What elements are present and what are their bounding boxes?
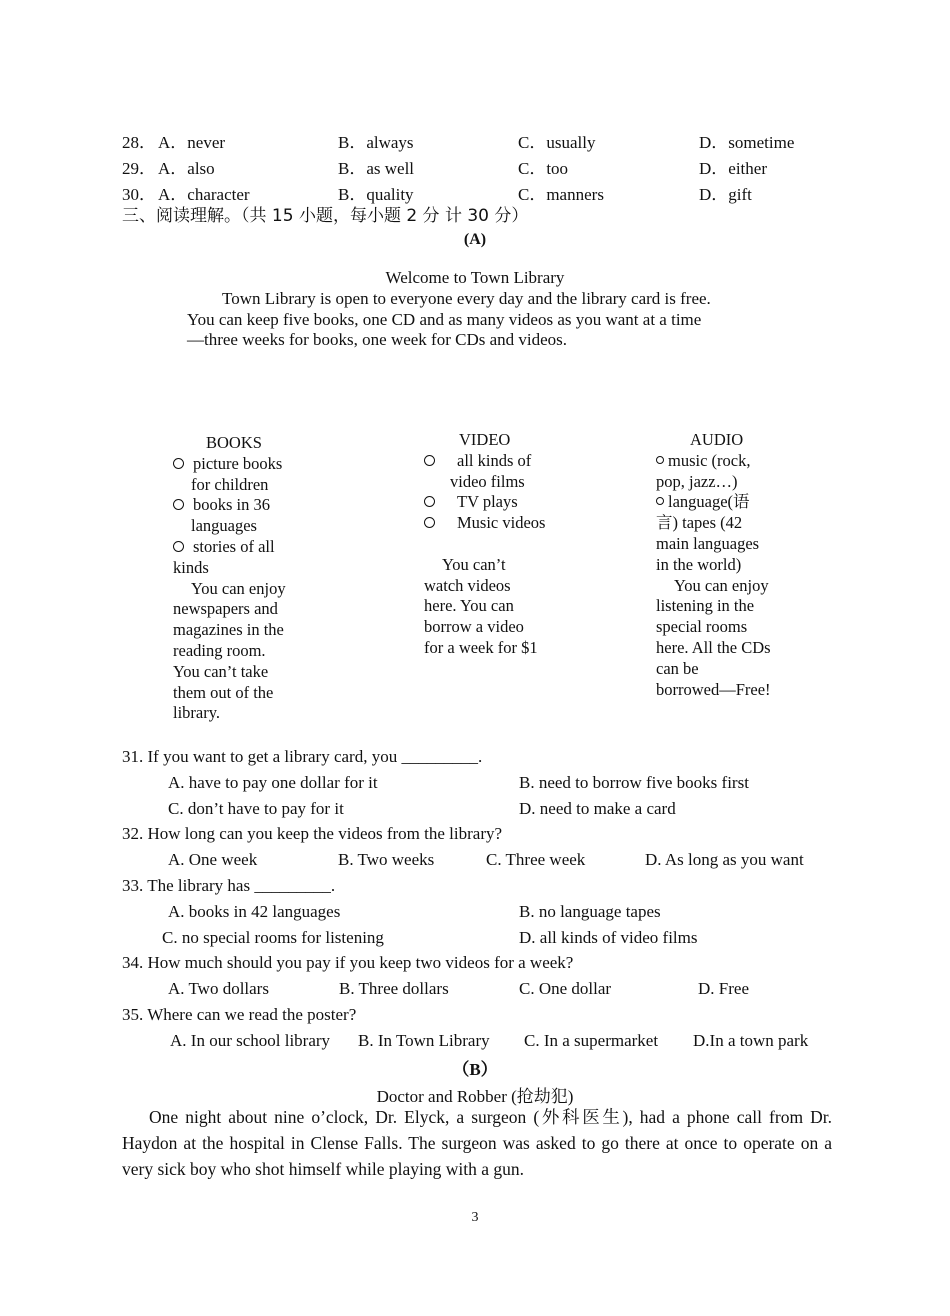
q34-option-d: D. Free xyxy=(698,979,749,998)
books-column xyxy=(173,433,303,724)
audio-item: 言) tapes (42 xyxy=(656,513,743,533)
audio-note: borrowed—Free! xyxy=(656,679,771,699)
q31-option-c: C. don’t have to pay for it xyxy=(168,799,344,818)
books-item: picture books xyxy=(193,453,283,473)
books-note: library. xyxy=(173,703,221,723)
audio-note: can be xyxy=(656,658,699,678)
audio-note: listening in the xyxy=(656,596,755,616)
bullet-circle-icon xyxy=(173,499,184,510)
option-c: C．usually xyxy=(518,133,596,152)
video-item: Music videos xyxy=(457,513,546,533)
audio-item: music (rock, xyxy=(668,450,751,470)
video-item: all kinds of xyxy=(457,450,532,470)
option-d: D．sometime xyxy=(699,133,795,152)
option-a: A．never xyxy=(158,133,226,152)
option-d: D．either xyxy=(699,159,767,178)
q32-option-a: A. One week xyxy=(168,850,258,869)
passage-b-label: （B） xyxy=(452,1060,498,1079)
option-c: C．manners xyxy=(518,185,604,204)
option-d: D．gift xyxy=(699,185,752,204)
audio-item: language(语 xyxy=(668,492,750,512)
books-note: You can enjoy xyxy=(191,578,286,598)
section-heading: 三、阅读理解。（共 15 小题，每小题 2 分 计 30 分） xyxy=(122,206,529,226)
poster-intro-line-1: Town Library is open to everyone every day and the library card is free. xyxy=(222,289,711,308)
q35-option-c: C. In a supermarket xyxy=(524,1031,659,1050)
bullet-circle-icon xyxy=(173,458,184,469)
option-b: B．always xyxy=(338,133,414,152)
video-note: watch videos xyxy=(424,575,511,595)
option-b: B．as well xyxy=(338,159,415,178)
video-note: here. You can xyxy=(424,596,514,616)
passage-b-title: Doctor and Robber (抢劫犯) xyxy=(376,1087,574,1106)
audio-item: in the world) xyxy=(656,554,742,574)
question-33: 33. The library has _________. xyxy=(122,876,336,895)
q33-option-d: D. all kinds of video films xyxy=(519,928,698,947)
video-note: borrow a video xyxy=(424,617,524,637)
q31-option-a: A. have to pay one dollar for it xyxy=(168,773,378,792)
video-item: TV plays xyxy=(457,492,518,512)
q31-option-b: B. need to borrow five books first xyxy=(519,773,749,792)
bullet-circle-icon xyxy=(424,517,435,528)
q35-option-a: A. In our school library xyxy=(170,1031,331,1050)
q34-option-c: C. One dollar xyxy=(519,979,612,998)
books-item: for children xyxy=(191,474,269,494)
poster-intro-line-3: —three weeks for books, one week for CDs and videos. xyxy=(187,330,568,349)
question-31: 31. If you want to get a library card, you _________. xyxy=(122,747,483,766)
question-number: 29． xyxy=(122,159,156,178)
books-note: reading room. xyxy=(173,640,266,660)
option-a: A．also xyxy=(158,159,215,178)
audio-note: You can enjoy xyxy=(674,575,769,595)
books-note: magazines in the xyxy=(173,620,284,640)
audio-item: main languages xyxy=(656,533,760,553)
q32-option-b: B. Two weeks xyxy=(338,850,435,869)
poster-title: Welcome to Town Library xyxy=(385,268,565,287)
q32-option-d: D. As long as you want xyxy=(645,850,804,869)
audio-column xyxy=(656,430,796,700)
q33-option-a: A. books in 42 languages xyxy=(168,902,341,921)
bullet-circle-icon xyxy=(424,455,435,466)
q34-option-a: A. Two dollars xyxy=(168,979,269,998)
books-item: stories of all xyxy=(193,536,275,556)
books-item: kinds xyxy=(173,557,209,577)
passage-a-label: (A) xyxy=(463,231,487,248)
q35-option-d: D.In a town park xyxy=(693,1031,809,1050)
passage-b-paragraph: One night about nine o’clock, Dr. Elyck, a surgeon (外科医生), had a phone call from Dr. Haydon at the hospital in Clense Falls. The surgeon was asked to go there at once to operate on a very sick boy who shot himself while playing with a gun. xyxy=(122,1107,832,1179)
audio-item: pop, jazz…) xyxy=(656,471,738,491)
video-column xyxy=(424,430,564,659)
poster-intro-line-2: You can keep five books, one CD and as many videos as you want at a time xyxy=(187,310,702,329)
books-note: newspapers and xyxy=(173,599,278,619)
audio-note: here. All the CDs xyxy=(656,637,771,657)
option-b: B．quality xyxy=(338,185,414,204)
books-note: them out of the xyxy=(173,682,274,702)
question-34: 34. How much should you pay if you keep two videos for a week? xyxy=(122,953,574,972)
q35-option-b: B. In Town Library xyxy=(358,1031,490,1050)
video-title: VIDEO xyxy=(459,430,511,449)
books-item: languages xyxy=(191,516,257,536)
q33-option-c: C. no special rooms for listening xyxy=(162,928,384,947)
video-note: for a week for $1 xyxy=(424,637,538,657)
bullet-circle-icon xyxy=(424,496,435,507)
books-title: BOOKS xyxy=(206,433,262,452)
question-35: 35. Where can we read the poster? xyxy=(122,1005,357,1024)
bullet-circle-icon xyxy=(656,456,664,464)
q32-option-c: C. Three week xyxy=(486,850,586,869)
video-note: You can’t xyxy=(442,554,506,574)
bullet-circle-icon xyxy=(656,497,664,505)
audio-note: special rooms xyxy=(656,617,748,637)
books-item: books in 36 xyxy=(193,495,271,515)
question-32: 32. How long can you keep the videos from the library? xyxy=(122,824,503,843)
q33-option-b: B. no language tapes xyxy=(519,902,661,921)
books-note: You can’t take xyxy=(173,661,269,681)
page-number: 3 xyxy=(471,1210,479,1225)
bullet-circle-icon xyxy=(173,541,184,552)
question-number: 28． xyxy=(122,133,156,152)
video-item: video films xyxy=(450,471,525,491)
q31-option-d: D. need to make a card xyxy=(519,799,676,818)
option-c: C．too xyxy=(518,159,569,178)
question-number: 30． xyxy=(122,185,156,204)
option-a: A．character xyxy=(158,185,250,204)
audio-title: AUDIO xyxy=(690,430,744,449)
q34-option-b: B. Three dollars xyxy=(339,979,449,998)
